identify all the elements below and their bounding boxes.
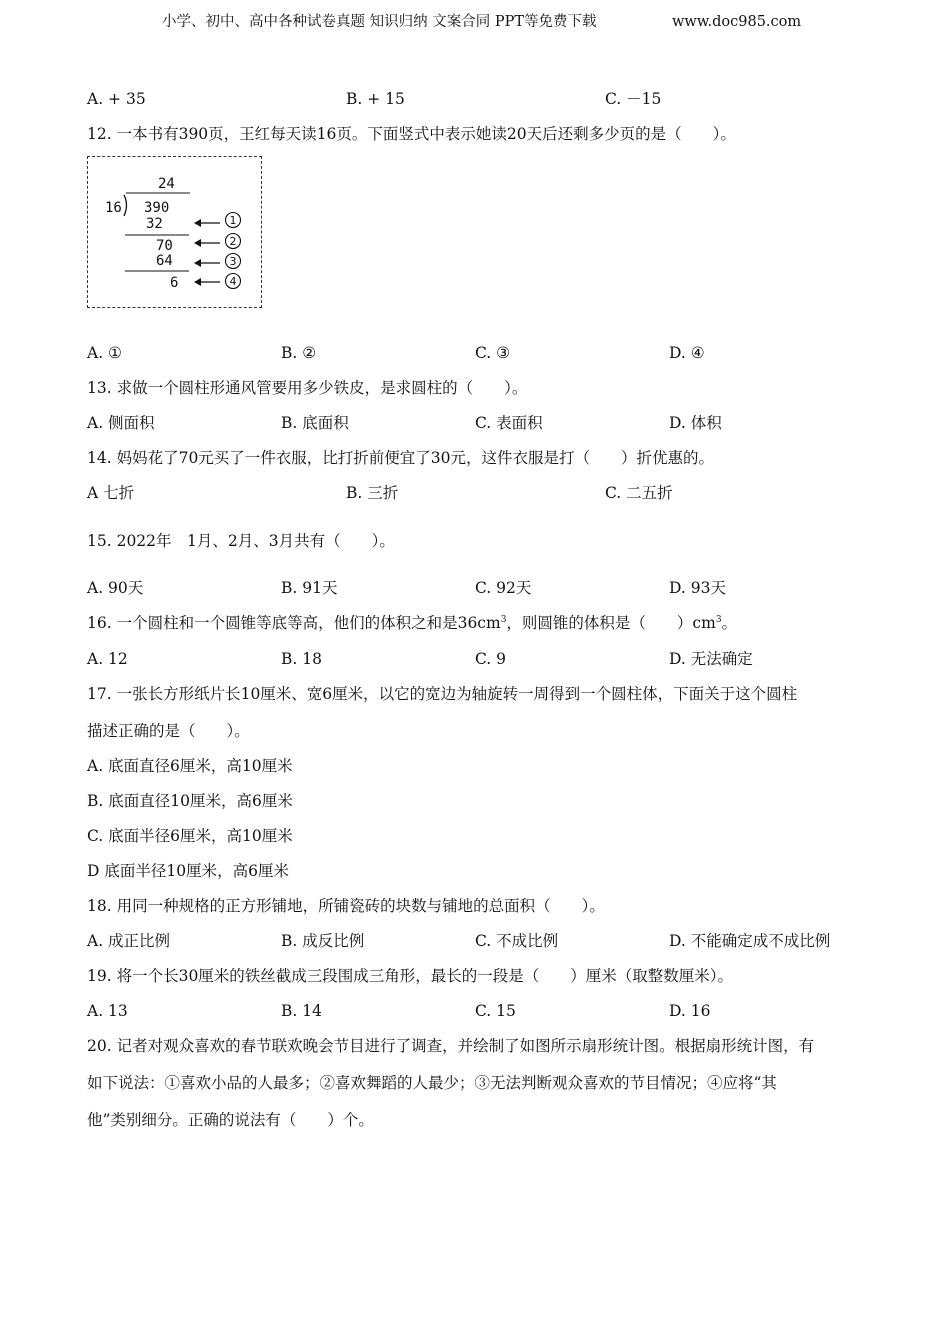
q16-option-b[interactable]: B. 18 xyxy=(281,650,322,668)
q14-option-a[interactable]: A 七折 xyxy=(87,484,135,502)
q16-option-a[interactable]: A. 12 xyxy=(87,650,128,668)
q15-option-b[interactable]: B. 91天 xyxy=(281,579,338,597)
division-step-70: 70 xyxy=(156,238,173,254)
q19-question: 19. 将一个长30厘米的铁丝截成三段围成三角形，最长的一段是（ ）厘米（取整数厘米）。 xyxy=(87,967,734,985)
division-dividend: 390 xyxy=(144,200,170,216)
q12-option-c[interactable]: C. ③ xyxy=(475,344,511,362)
q16-option-c[interactable]: C. 9 xyxy=(475,650,507,668)
q15-option-c[interactable]: C. 92天 xyxy=(475,579,532,597)
division-step-32: 32 xyxy=(146,216,163,232)
q16-option-d[interactable]: D. 无法确定 xyxy=(669,650,753,668)
q15-option-d[interactable]: D. 93天 xyxy=(669,579,726,597)
q17-option-b[interactable]: B. 底面直径10厘米，高6厘米 xyxy=(87,792,293,810)
svg-text:3: 3 xyxy=(229,255,237,268)
q17-question-line1: 17. 一张长方形纸片长10厘米、宽6厘米，以它的宽边为轴旋转一周得到一个圆柱体，下面关于这个圆柱 xyxy=(87,685,798,703)
svg-text:4: 4 xyxy=(229,275,237,288)
q12-question: 12. 一本书有390页，王红每天读16页。下面竖式中表示她读20天后还剩多少页的是（ ）。 xyxy=(87,125,736,143)
q14-question: 14. 妈妈花了70元买了一件衣服，比打折前便宜了30元，这件衣服是打（ ）折优惠的。 xyxy=(87,449,715,467)
q15-option-a[interactable]: A. 90天 xyxy=(87,579,144,597)
q12-option-b[interactable]: B. ② xyxy=(281,344,317,362)
q20-question-line3: 他”类别细分。正确的说法有（ ）个。 xyxy=(87,1111,374,1129)
q18-option-c[interactable]: C. 不成比例 xyxy=(475,932,559,950)
division-divisor: 16 xyxy=(105,200,122,216)
q18-option-b[interactable]: B. 成反比例 xyxy=(281,932,365,950)
q11-option-c[interactable]: C. －15 xyxy=(605,90,662,108)
arrow-left-icon xyxy=(194,219,220,286)
division-quotient: 24 xyxy=(158,176,175,192)
svg-text:2: 2 xyxy=(229,235,237,248)
header-banner-text: 小学、初中、高中各种试卷真题 知识归纳 文案合同 PPT等免费下载 xyxy=(162,14,597,30)
q14-option-c[interactable]: C. 二五折 xyxy=(605,484,673,502)
q11-option-b[interactable]: B. + 15 xyxy=(346,90,405,108)
q13-option-a[interactable]: A. 侧面积 xyxy=(87,414,155,432)
division-step-64: 64 xyxy=(156,253,173,269)
q17-option-d[interactable]: D 底面半径10厘米，高6厘米 xyxy=(87,862,289,880)
q17-question-line2: 描述正确的是（ ）。 xyxy=(87,722,250,740)
q13-option-c[interactable]: C. 表面积 xyxy=(475,414,543,432)
q19-option-b[interactable]: B. 14 xyxy=(281,1002,322,1020)
q20-question-line2: 如下说法：①喜欢小品的人最多；②喜欢舞蹈的人最少；③无法判断观众喜欢的节目情况；④应将“其 xyxy=(87,1074,777,1092)
q12-option-a[interactable]: A. ① xyxy=(87,344,122,362)
q15-question: 15. 2022年 1月、2月、3月共有（ ）。 xyxy=(87,532,395,550)
q13-option-b[interactable]: B. 底面积 xyxy=(281,414,349,432)
svg-text:1: 1 xyxy=(229,214,237,227)
q12-option-d[interactable]: D. ④ xyxy=(669,344,705,362)
q13-question: 13. 求做一个圆柱形通风管要用多少铁皮，是求圆柱的（ ）。 xyxy=(87,379,528,397)
q19-option-c[interactable]: C. 15 xyxy=(475,1002,516,1020)
q16-question: 16. 一个圆柱和一个圆锥等底等高，他们的体积之和是$36cm^3$，则圆锥的体积是（ ）$cm^3$。 xyxy=(87,614,738,632)
division-step-6: 6 xyxy=(170,275,179,291)
q17-option-a[interactable]: A. 底面直径6厘米，高10厘米 xyxy=(87,757,293,775)
q14-option-b[interactable]: B. 三折 xyxy=(346,484,399,502)
q13-option-d[interactable]: D. 体积 xyxy=(669,414,722,432)
q17-option-c[interactable]: C. 底面半径6厘米，高10厘米 xyxy=(87,827,293,845)
q11-option-a[interactable]: A. + 35 xyxy=(87,90,146,108)
q20-question-line1: 20. 记者对观众喜欢的春节联欢晚会节目进行了调查，并绘制了如图所示扇形统计图。根据扇形统计图，有 xyxy=(87,1037,815,1055)
header-website: www.doc985.com xyxy=(672,14,802,30)
q19-option-a[interactable]: A. 13 xyxy=(87,1002,128,1020)
q18-question: 18. 用同一种规格的正方形铺地，所铺瓷砖的块数与铺地的总面积（ ）。 xyxy=(87,897,605,915)
q19-option-d[interactable]: D. 16 xyxy=(669,1002,711,1020)
q18-option-d[interactable]: D. 不能确定成不成比例 xyxy=(669,932,831,950)
q18-option-a[interactable]: A. 成正比例 xyxy=(87,932,171,950)
long-division-diagram xyxy=(87,156,262,308)
